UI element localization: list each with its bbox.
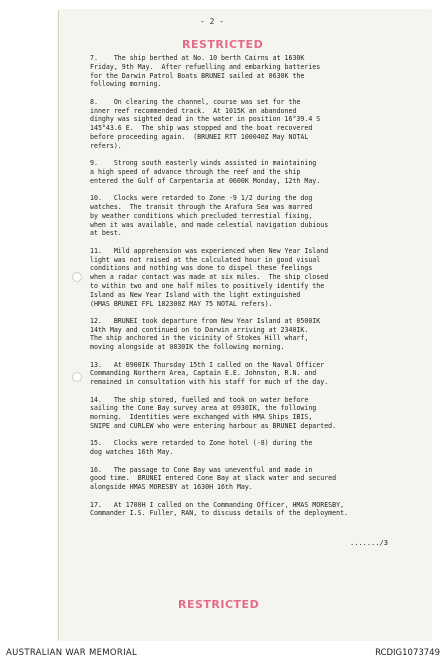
paragraph-14: 14. The ship stored, fuelled and took on water before sailing the Cone Bay survey area at 0930IK, the following morning. Identities were exchanged with HMA Ships IBIS, SNIPE and CURLEW who were entering harbour as BRUNEI departed. — [90, 395, 337, 431]
paragraph-7: 7. The ship berthed at No. 10 berth Cairns at 1630K Friday, 9th May. After refuelling and embarking batteries for the Darwin Patrol Boats BRUNEI sailed at 0630K the following morning. — [90, 54, 321, 89]
punch-hole — [72, 272, 82, 282]
paragraph-10: 10. Clocks were retarded to Zone -9 1/2 during the dog watches. The transit through the Arafura Sea was marred by weather conditions which precluded terrestial fixing, when it was available, and made celestial navigation dubious at best. — [90, 194, 329, 238]
archive-reference: RCDIG1073749 — [375, 648, 440, 658]
page-number: - 2 - — [200, 17, 225, 26]
paragraph-15: 15. Clocks were retarded to Zone hotel (-8) during the dog watches 16th May. — [90, 439, 313, 457]
paragraph-12: 12. BRUNEI took departure from New Year Island at 0500IK 14th May and continued on to Darwin arriving at 2340IK. The ship anchored in the vicinity of Stokes Hill wharf, moving alongside at 0830IK the following morning. — [90, 316, 321, 352]
punch-hole — [72, 372, 82, 382]
classification-stamp-top: RESTRICTED — [182, 38, 264, 51]
paragraph-17: 17. At 1700H I called on the Commanding Officer, HMAS MORESBY, Commander I.S. Fuller, RAN, to discuss details of the deployment. — [90, 500, 349, 518]
paragraph-16: 16. The passage to Cone Bay was uneventful and made in good time. BRUNEI entered Cone Bay at slack water and secured alongside HMAS MORESBY at 1630H 16th May. — [90, 465, 337, 492]
paragraph-9: 9. Strong south easterly winds assisted in maintaining a high speed of advance through the reef and the ship entered the Gulf of Carpentaria at 0600K Monday, 12th May. — [90, 159, 321, 185]
paragraph-11: 11. Mild apprehension was experienced when New Year Island light was not raised at the calculated hour in good visual conditions and nothing was done to dispel these feelings when a radar contact was made at six miles. The ship closed to within two and one half miles to positively identify the Island as New Year Island with the light extinguished (HMAS BRUNEI FFL 182300Z MAY 75 NOTAL refers). — [90, 246, 329, 308]
archive-organization: AUSTRALIAN WAR MEMORIAL — [6, 648, 138, 658]
continuation-marker: ......./3 — [350, 539, 388, 547]
paragraph-8: 8. On clearing the channel, course was set for the inner reef recommended track. At 1015K an abandoned dinghy was sighted dead in the water in position 16°39.4 S 145°43.6 E. The ship was stopped and the boat recovered before proceeding again. (BRUNEI RTT 100040Z May NOTAL refers). — [90, 97, 321, 150]
classification-stamp-bottom: RESTRICTED — [178, 598, 260, 611]
paragraph-13: 13. At 0900IK Thursday 15th I called on the Naval Officer Commanding Northern Area, Captain E.E. Johnston, R.N. and remained in consultation with his staff for much of the day. — [90, 360, 329, 387]
report-body — [90, 54, 420, 527]
archive-footer — [0, 644, 446, 666]
